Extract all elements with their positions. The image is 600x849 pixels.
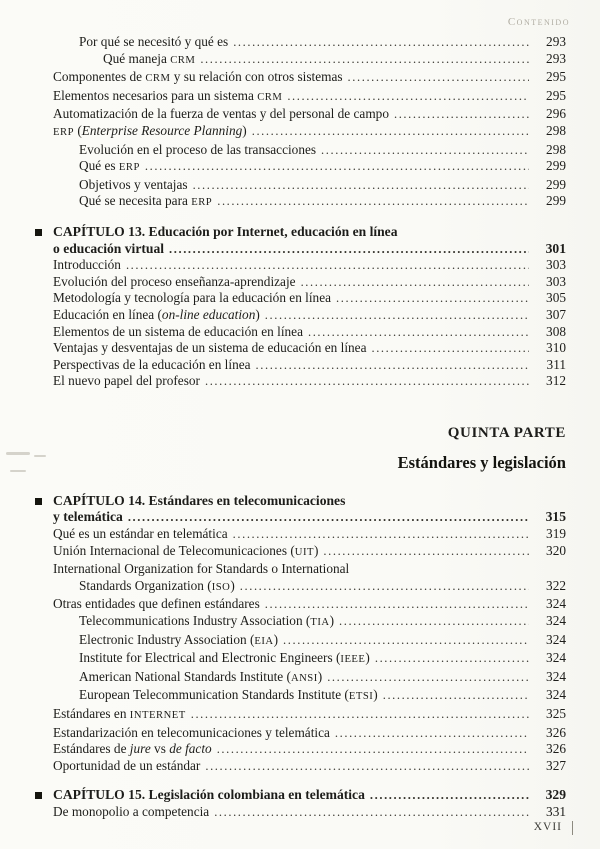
toc-row: [53, 357, 566, 374]
page-number: 293: [546, 34, 566, 49]
page-number: 307: [546, 306, 566, 322]
page-number: 324: [546, 687, 566, 703]
folio-page-number: XVII: [533, 821, 562, 833]
dot-leader: [145, 158, 529, 175]
toc-row: [53, 725, 566, 742]
dot-leader: [169, 241, 529, 258]
toc-row: [53, 69, 566, 88]
toc-row: [53, 741, 566, 758]
dot-leader: [301, 274, 529, 291]
dot-leader: [394, 106, 529, 123]
entry-label: Evolución del proceso enseñanza-aprendizaje: [53, 273, 296, 289]
entry-label: Estándares de jure vs de facto: [53, 741, 212, 757]
toc-row: [53, 193, 566, 212]
entry-label: Metodología y tecnología para la educación en línea: [53, 290, 332, 306]
toc-row: [53, 177, 566, 194]
toc-row: [53, 241, 566, 258]
page-number: 295: [546, 69, 566, 85]
page-number: 295: [546, 87, 566, 103]
page-number: 324: [546, 613, 566, 629]
entry-label: Qué se necesita para ERP: [79, 193, 213, 209]
page-number: 296: [546, 106, 566, 122]
dot-leader: [283, 632, 529, 649]
page-number: 324: [546, 668, 566, 684]
page-number: 298: [546, 122, 566, 138]
dot-leader: [335, 725, 529, 742]
dot-leader: [191, 706, 529, 723]
toc-row: [53, 706, 566, 725]
scan-artifact: [6, 452, 30, 455]
dot-leader: [308, 324, 529, 341]
dot-leader: [323, 543, 529, 560]
entry-label: Unión Internacional de Telecomunicaciones (UIT): [53, 542, 319, 558]
entry-label: Educación en línea (on-line education): [53, 306, 260, 322]
page-number: 303: [546, 257, 566, 273]
dot-leader: [383, 687, 529, 704]
dot-leader: [370, 787, 529, 804]
entry-label: Por qué se necesitó y qué es: [79, 34, 229, 49]
toc-row: [53, 578, 566, 597]
entry-label: Automatización de la fuerza de ventas y del personal de campo: [53, 106, 389, 122]
entry-label: CAPÍTULO 14. Estándares en telecomunicaciones: [53, 492, 346, 508]
toc-row: [53, 787, 566, 804]
toc-row: [53, 650, 566, 669]
page-number: 301: [545, 240, 566, 256]
toc-section: [53, 34, 566, 212]
toc-row: [53, 669, 566, 688]
entry-label: o educación virtual: [53, 240, 165, 256]
toc-section: [53, 224, 566, 390]
scan-artifact: [10, 470, 26, 472]
page-number: 310: [546, 340, 566, 356]
entry-label: European Telecommunication Standards Institute (ETSI): [79, 687, 378, 703]
toc-row: [53, 758, 566, 775]
page-number: 299: [546, 176, 566, 192]
part-title: Estándares y legislación: [397, 452, 566, 472]
page-number: 312: [546, 373, 566, 389]
toc-row: [53, 106, 566, 123]
page-number: 303: [546, 273, 566, 289]
page-number: 293: [546, 50, 566, 66]
dot-leader: [205, 758, 529, 775]
page-number: 315: [545, 509, 566, 525]
dot-leader: [371, 340, 529, 357]
page-number: 324: [546, 596, 566, 612]
entry-label: Introducción: [53, 257, 121, 273]
page-number: 305: [546, 290, 566, 306]
part-number: QUINTA PARTE: [447, 424, 566, 441]
entry-label: Telecommunications Industry Association (TIA): [79, 613, 334, 629]
dot-leader: [128, 509, 529, 526]
page-number: 326: [546, 724, 566, 740]
dot-leader: [339, 613, 529, 630]
entry-label: Qué es un estándar en telemática: [53, 526, 228, 542]
page-number: 299: [546, 193, 566, 209]
entry-label: Evolución en el proceso de las transacciones: [79, 141, 317, 157]
page-number: 322: [546, 577, 566, 593]
dot-leader: [327, 669, 529, 686]
dot-leader: [205, 373, 529, 390]
page-number: 324: [546, 650, 566, 666]
dot-leader: [233, 34, 529, 51]
dot-leader: [217, 193, 529, 210]
dot-leader: [265, 307, 529, 324]
entry-label: Qué maneja CRM: [103, 50, 196, 66]
toc-row: [53, 324, 566, 341]
dot-leader: [126, 257, 529, 274]
toc-row: [53, 687, 566, 706]
page-number: 329: [545, 787, 566, 803]
dot-leader: [287, 88, 529, 105]
entry-label: Perspectivas de la educación en línea: [53, 356, 251, 372]
entry-label: Objetivos y ventajas: [79, 176, 188, 192]
entry-label: Elementos necesarios para un sistema CRM: [53, 87, 283, 103]
entry-label: CAPÍTULO 13. Educación por Internet, educación en línea: [53, 223, 398, 239]
dot-leader: [233, 526, 529, 543]
page-number: 299: [546, 158, 566, 174]
entry-label: y telemática: [53, 509, 123, 525]
toc-row: [53, 274, 566, 291]
entry-label: Elementos de un sistema de educación en línea: [53, 323, 303, 339]
toc-row: [53, 561, 566, 578]
dot-leader: [214, 804, 529, 821]
toc-row: [53, 257, 566, 274]
toc-row: [53, 509, 566, 526]
entry-label: Componentes de CRM y su relación con otros sistemas: [53, 69, 343, 85]
toc: [53, 34, 566, 821]
entry-label: El nuevo papel del profesor: [53, 373, 200, 389]
toc-row: [53, 142, 566, 159]
toc-row: [53, 613, 566, 632]
toc-row: [53, 224, 566, 241]
entry-label: Standards Organization (ISO): [79, 577, 235, 593]
dot-leader: [321, 142, 529, 159]
page-number: 311: [546, 356, 566, 372]
toc-row: [53, 123, 566, 142]
running-header: Contenido: [507, 16, 570, 28]
part-header: [53, 424, 566, 473]
toc-row: [53, 34, 566, 51]
toc-row: [53, 290, 566, 307]
dot-leader: [265, 596, 529, 613]
dot-leader: [240, 578, 529, 595]
dot-leader: [348, 69, 529, 86]
page-number: 325: [546, 706, 566, 721]
entry-label: De monopolio a competencia: [53, 803, 210, 819]
toc-row: [53, 596, 566, 613]
page-number: 331: [546, 803, 566, 819]
dot-leader: [375, 650, 529, 667]
dot-leader: [200, 51, 529, 68]
page-number: 320: [546, 542, 566, 558]
entry-label: CAPÍTULO 15. Legislación colombiana en telemática: [53, 787, 365, 803]
dot-leader: [336, 290, 529, 307]
dot-leader: [256, 357, 529, 374]
toc-section: [53, 493, 566, 775]
dot-leader: [193, 177, 529, 194]
entry-label: Qué es ERP: [79, 158, 140, 174]
entry-label: American National Standards Institute (ANSI): [79, 668, 323, 684]
square-bullet-icon: [35, 498, 42, 505]
toc-section: [53, 787, 566, 820]
toc-row: [53, 88, 566, 107]
entry-label: Oportunidad de un estándar: [53, 757, 201, 773]
page-number: 308: [546, 323, 566, 339]
square-bullet-icon: [35, 792, 42, 799]
page-number: 324: [546, 631, 566, 647]
entry-label: Estándares en INTERNET: [53, 706, 186, 721]
entry-label: ERP (Enterprise Resource Planning): [53, 122, 247, 138]
entry-label: Estandarización en telecomunicaciones y telemática: [53, 724, 330, 740]
entry-label: Institute for Electrical and Electronic Engineers (IEEE): [79, 650, 370, 666]
page-number: 298: [546, 141, 566, 157]
entry-label: Otras entidades que definen estándares: [53, 596, 260, 612]
entry-label: Electronic Industry Association (EIA): [79, 631, 279, 647]
square-bullet-icon: [35, 229, 42, 236]
page-number: 327: [546, 757, 566, 773]
toc-row: [53, 373, 566, 390]
toc-row: [53, 340, 566, 357]
toc-row: [53, 493, 566, 510]
page-number: 319: [546, 526, 566, 542]
dot-leader: [217, 741, 529, 758]
dot-leader: [252, 123, 529, 140]
scan-edge-tick: [572, 821, 573, 835]
toc-row: [53, 526, 566, 543]
toc-row: [53, 307, 566, 324]
page-number: 326: [546, 741, 566, 757]
toc-row: [53, 51, 566, 70]
entry-label: Ventajas y desventajas de un sistema de educación en línea: [53, 340, 367, 356]
toc-row: [53, 632, 566, 651]
toc-row: [53, 543, 566, 562]
toc-row: [53, 804, 566, 821]
scan-artifact: [34, 455, 46, 457]
toc-row: [53, 158, 566, 177]
entry-label: International Organization for Standards o International: [53, 561, 350, 577]
